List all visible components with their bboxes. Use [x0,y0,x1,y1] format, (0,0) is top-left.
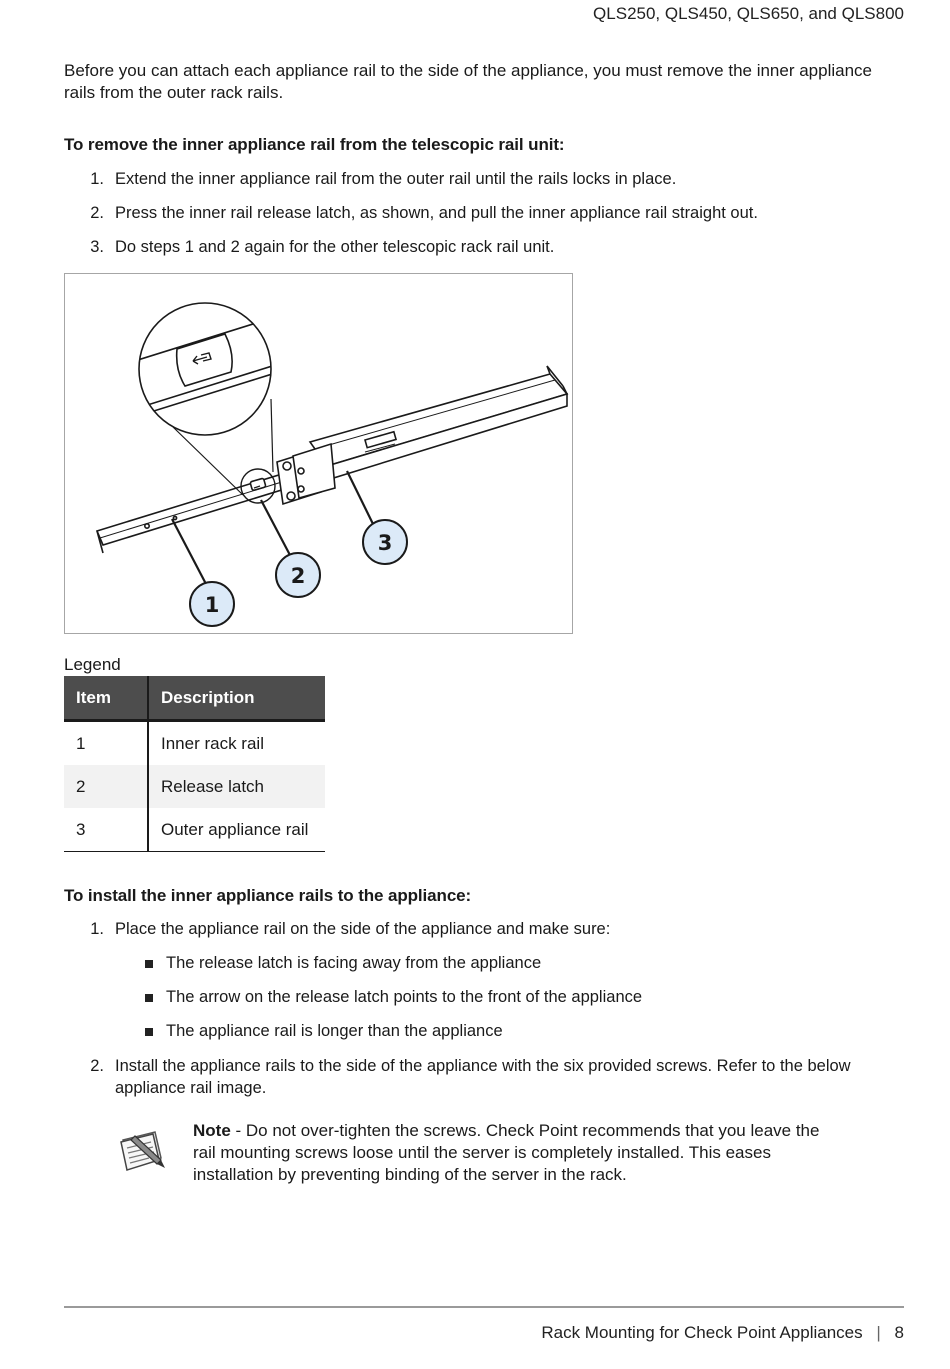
remove-step-1 [64,170,904,192]
note-label: Note [193,1121,231,1140]
rail-diagram [65,274,571,632]
step-text-line-2: appliance rail image. [115,1079,267,1097]
callout-2 [276,553,320,597]
intro-paragraph: Before you can attach each appliance rail to the side of the appliance, you must remove the inner appliance rails from the outer rack rails. [64,61,873,102]
list-item [145,988,845,1010]
table-row [64,765,325,808]
list-item [145,954,845,976]
remove-step-2 [64,204,904,226]
footer-separator: | [876,1323,881,1342]
step-number: 1. [90,920,104,938]
bullet-marker [145,960,153,968]
step-text: Place the appliance rail on the side of the appliance and make sure: [115,920,611,938]
legend-header-row [64,676,325,721]
footer-divider [64,1306,904,1308]
legend-table [64,676,325,852]
legend-label: Legend [64,655,121,674]
page-number: 8 [894,1323,904,1342]
callout-number: 3 [377,531,393,555]
step-text: Extend the inner appliance rail from the outer rail until the rails locks in place. [115,170,677,188]
step-text: Do steps 1 and 2 again for the other telescopic rack rail unit. [115,238,555,256]
remove-procedure-heading: To remove the inner appliance rail from the telescopic rail unit: [64,135,565,154]
note-text: - Do not over-tighten the screws. Check Point recommends that you leave the rail mounting screws loose until the server is completely installed. This eases installation by preventing binding of the server in the rack. [193,1121,820,1184]
bullet-text: The release latch is facing away from the appliance [166,954,542,972]
remove-step-3 [64,238,904,260]
list-item [145,1022,845,1044]
legend-header-item: Item [64,676,148,721]
legend-item: 3 [64,808,148,852]
page-footer [541,1323,904,1343]
notepad-pencil-icon [115,1128,167,1172]
bullet-text: The arrow on the release latch points to the front of the appliance [166,988,643,1006]
callout-3 [363,520,407,564]
step-text-line-1: Install the appliance rails to the side of the appliance with the six provided screws. Refer to the below [115,1057,851,1075]
magnified-detail [125,303,285,435]
table-row [64,721,325,766]
step-number: 2. [90,204,104,222]
callout-1 [190,582,234,626]
inner-rack-rail [97,470,301,553]
legend-header-description: Description [148,676,325,721]
legend-description: Inner rack rail [161,733,264,753]
step-number: 1. [90,170,104,188]
legend-description: Outer appliance rail [148,808,325,852]
install-procedure-heading: To install the inner appliance rails to the appliance: [64,886,472,905]
bullet-text: The appliance rail is longer than the appliance [166,1022,503,1040]
install-step-1 [64,920,904,942]
legend-item: 2 [64,765,148,808]
callout-number: 2 [290,564,306,588]
footer-title: Rack Mounting for Check Point Appliances [541,1323,863,1342]
install-step-2 [64,1057,924,1101]
legend-description: Release latch [148,765,325,808]
page-header: QLS250, QLS450, QLS650, and QLS800 [593,4,904,23]
step-number: 3. [90,238,104,256]
rail-diagram-figure [64,273,573,634]
bullet-marker [145,994,153,1002]
legend-item: 1 [64,721,148,766]
step-number: 2. [90,1057,104,1075]
outer-appliance-rail [310,366,567,480]
table-row [64,808,325,852]
note-paragraph [193,1120,833,1186]
callout-number: 1 [204,593,220,617]
step-text: Press the inner rail release latch, as shown, and pull the inner appliance rail straight out. [115,204,758,222]
bullet-marker [145,1028,153,1036]
